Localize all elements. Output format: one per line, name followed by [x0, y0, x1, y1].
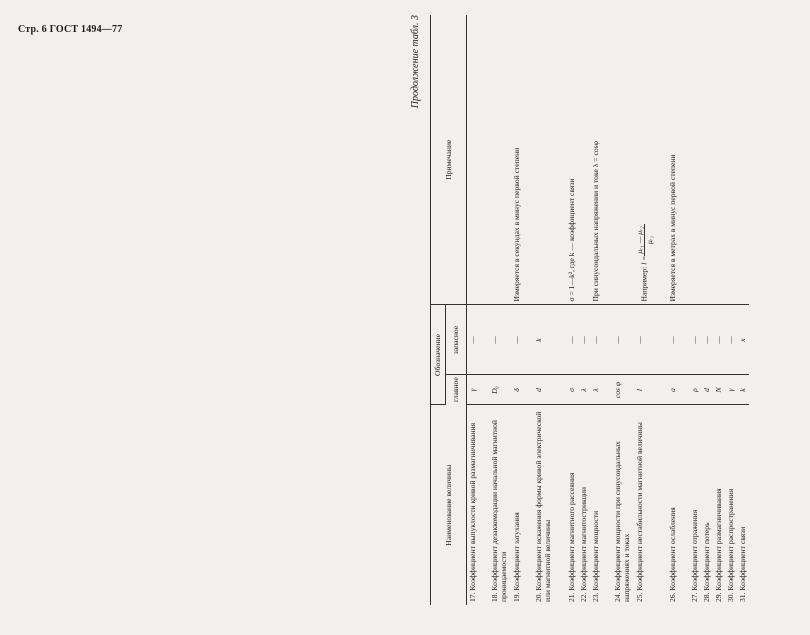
main-symbol: l	[634, 375, 667, 405]
quantity-name: 22. Коэффициент магнитострикции	[578, 487, 588, 602]
quantities-table	[430, 15, 749, 605]
page-header: Стр. 6 ГОСТ 1494—77	[18, 24, 123, 35]
reserve-symbol: —	[701, 305, 713, 375]
quantity-name: 18. Коэффициент дезаккомодации начальной магнитной проницаемости	[489, 420, 508, 602]
main-symbol: a	[667, 375, 689, 405]
reserve-symbol: —	[511, 305, 533, 375]
header-designation: Обозначение	[431, 305, 446, 405]
note-cell	[612, 15, 634, 305]
reserve-symbol: —	[713, 305, 725, 375]
table-row	[725, 15, 737, 605]
header-name: Наименование величины	[431, 405, 467, 605]
formula-fraction	[635, 224, 654, 255]
note-cell	[689, 15, 701, 305]
main-symbol: λ	[590, 375, 612, 405]
note-cell	[566, 15, 578, 305]
reserve-symbol: —	[612, 305, 634, 375]
main-symbol: λ	[578, 375, 590, 405]
reserve-symbol: —	[578, 305, 590, 375]
note-cell	[737, 15, 749, 305]
table-row	[489, 15, 511, 605]
note-cell	[713, 15, 725, 305]
table-row	[612, 15, 634, 605]
quantity-name: 31. Коэффициент связи	[737, 526, 747, 602]
reserve-symbol: —	[566, 305, 578, 375]
reserve-symbol: x	[737, 305, 749, 375]
quantity-name: 28. Коэффициент потерь	[701, 522, 711, 602]
quantity-name: 19. Коэффициент затухания	[511, 512, 521, 602]
table-row	[667, 15, 689, 605]
reserve-symbol: —	[489, 305, 511, 375]
continuation-label: Продолжение табл. 3	[410, 15, 421, 109]
main-symbol: cos φ	[612, 375, 634, 405]
note-text: При синусоидальных напряжении и токе λ = cosφ	[590, 141, 600, 302]
table-row	[713, 15, 725, 605]
table-row	[634, 15, 667, 605]
header-main: главное	[446, 375, 467, 405]
quantity-name: 23. Коэффициент мощности	[590, 510, 600, 602]
note-cell	[634, 15, 667, 305]
reserve-symbol: k	[533, 305, 566, 375]
header-reserve: запасное	[446, 305, 467, 375]
table-row	[467, 15, 489, 605]
table-row	[566, 15, 578, 605]
main-symbol: σ	[566, 375, 578, 405]
quantity-name: 29. Коэффициент размагничивания	[713, 488, 723, 602]
table-row	[511, 15, 533, 605]
note-cell	[725, 15, 737, 305]
note-text: σ = 1—k², где k — коэффициент связи	[566, 178, 576, 302]
main-symbol: γ	[725, 375, 737, 405]
main-symbol: δ	[511, 375, 533, 405]
main-symbol: k	[737, 375, 749, 405]
header-note: Примечание	[431, 15, 467, 305]
quantity-name: 26. Коэффициент ослабления	[667, 507, 677, 602]
note-cell	[578, 15, 590, 305]
note-text: Например:	[638, 266, 648, 302]
main-symbol: d	[701, 375, 713, 405]
reserve-symbol: —	[590, 305, 612, 375]
main-symbol: N	[713, 375, 725, 405]
reserve-symbol: —	[634, 305, 667, 375]
quantity-name: 17. Коэффициент выпуклости кривой размагничивания	[468, 422, 477, 602]
table-row	[590, 15, 612, 605]
note-formula	[635, 224, 654, 264]
reserve-symbol: —	[667, 305, 689, 375]
quantity-name: 21. Коэффициент магнитного рассеяния	[566, 472, 576, 602]
quantity-name: 25. Коэффициент нестабильности магнитной величины	[634, 422, 644, 602]
quantity-name: 20. Коэффициент искажения формы кривой электрической или магнитной величины	[533, 411, 552, 602]
note-cell	[590, 15, 612, 305]
note-cell	[701, 15, 713, 305]
quantity-name: 30. Коэффициент распространения	[725, 488, 735, 602]
formula-denominator: μᵣ₁	[644, 235, 654, 245]
note-cell	[533, 15, 566, 305]
main-symbol: γ	[467, 375, 489, 405]
reserve-symbol: —	[689, 305, 701, 375]
note-cell	[467, 15, 489, 305]
formula-lhs: l =	[638, 255, 648, 265]
note-text: Измеряется в метрах в минус первой степени	[667, 154, 677, 302]
note-cell	[511, 15, 533, 305]
reserve-symbol: —	[725, 305, 737, 375]
note-text: Измеряется в секундах в минус первой степени	[511, 147, 521, 302]
quantity-name: 24. Коэффициент мощности при синусоидальных напряжениях и токах	[612, 441, 631, 602]
formula-numerator: μᵣ₁ — μᵣ₂	[634, 226, 644, 254]
table-row	[737, 15, 749, 605]
table-row	[533, 15, 566, 605]
main-symbol: d	[533, 375, 566, 405]
quantity-name: 27. Коэффициент отражения	[689, 509, 699, 602]
note-cell	[667, 15, 689, 305]
note-cell	[489, 15, 511, 305]
table-row	[689, 15, 701, 605]
table-row	[578, 15, 590, 605]
table-row	[701, 15, 713, 605]
reserve-symbol: —	[467, 305, 489, 375]
rotated-table-region	[410, 15, 810, 605]
main-symbol: Dᵨ	[489, 375, 511, 405]
main-symbol: ρ	[689, 375, 701, 405]
